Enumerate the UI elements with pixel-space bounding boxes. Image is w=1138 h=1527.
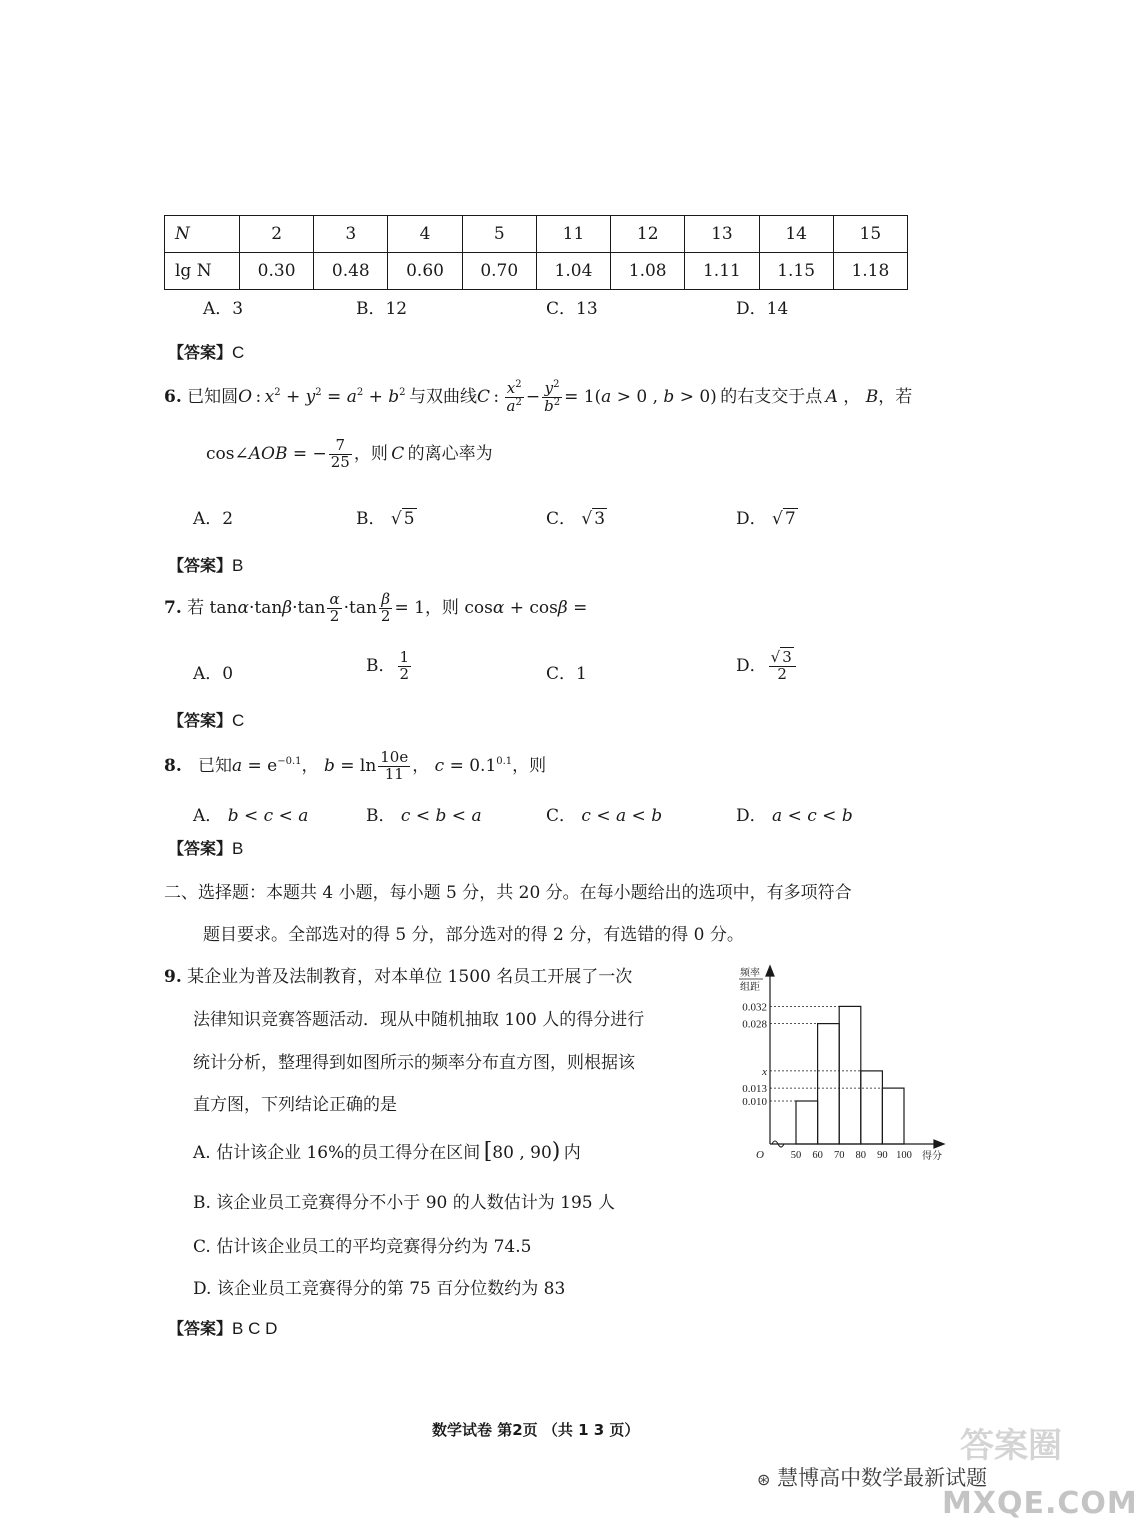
- x-tick-label: 50: [790, 1150, 802, 1161]
- q5-option-b: B．12: [356, 299, 408, 319]
- table-head-n: N: [165, 216, 240, 253]
- q5-option-c: C．13: [546, 299, 598, 319]
- answer-label: 【答案】: [168, 343, 233, 362]
- q9-option-c: C. 估计该企业员工的平均竞赛得分约为 74.5: [193, 1237, 532, 1257]
- q7-text: ，则: [424, 597, 459, 618]
- histogram-svg: [730, 962, 960, 1172]
- histogram-bar: [882, 1088, 904, 1144]
- question-number: 9.: [164, 967, 182, 987]
- table-cell: 1.11: [685, 253, 759, 290]
- table-cell: 14: [759, 216, 833, 253]
- q6-text: 已知圆: [187, 386, 239, 407]
- answer-value: C: [232, 343, 245, 362]
- question-number: 6.: [164, 386, 182, 407]
- y-tick-label: 0.028: [742, 1018, 767, 1031]
- q8-option-a: A． b < c < a: [193, 806, 309, 826]
- q6-text: 的右支交于点: [720, 386, 823, 407]
- q7-option-a: A．0: [193, 664, 234, 684]
- x-tick-label: 80: [855, 1150, 867, 1161]
- q9-stem-line2: 法律知识竞赛答题活动．现从中随机抽取 100 人的得分进行: [193, 1010, 645, 1030]
- q6-option-c: C． √ 3: [546, 509, 606, 529]
- q6-stem-line1: 6. 已知圆O : $x^2 + y^2 = a^2 + b^2$ 与双曲线C : $\frac{x^2}{a^2}$ − $\frac{y^2}{b^2}$ = 1(a > 0 , b > 0) 的右支交于点 A ， B，若: [164, 379, 913, 415]
- y-tick-label: x: [762, 1065, 767, 1078]
- table-cell: 11: [536, 216, 610, 253]
- table-cell: 5: [462, 216, 536, 253]
- table-cell: 4: [388, 216, 462, 253]
- question-number: 7.: [164, 597, 182, 618]
- answer-value: B: [232, 556, 244, 575]
- q8-option-d: D． a < c < b: [736, 806, 853, 826]
- answer-label: 【答案】: [168, 839, 233, 858]
- histogram-bar: [839, 1006, 861, 1144]
- q9-option-a: A. 估计该企业 16%的员工得分在区间 [80 , 90) 内: [193, 1139, 581, 1164]
- answer-value: B C D: [232, 1319, 278, 1338]
- question-number: 8.: [164, 755, 182, 776]
- table-cell: 15: [833, 216, 907, 253]
- q9-stem-line1: [164, 962, 632, 987]
- table-cell: 1.15: [759, 253, 833, 290]
- q9-text: 某企业为普及法制教育，对本单位 1500 名员工开展了一次: [187, 967, 633, 987]
- q9-option-b: B. 该企业员工竞赛得分不小于 90 的人数估计为 195 人: [193, 1193, 615, 1213]
- table-cell: 2: [240, 216, 314, 253]
- q6-text: ，若: [878, 386, 913, 407]
- table-cell: 0.70: [462, 253, 536, 290]
- origin-label: O: [756, 1149, 764, 1161]
- x-tick-label: 70: [833, 1150, 845, 1161]
- q6-answer: [168, 553, 243, 576]
- q9-stem-line4: 直方图，下列结论正确的是: [193, 1095, 397, 1115]
- watermark-name: ⊛ 慧博高中数学最新试题: [757, 1466, 988, 1490]
- y-tick-label: 0.013: [742, 1083, 767, 1096]
- y-axis-arrow: [766, 966, 774, 976]
- section2-line1: 二、选择题：本题共 4 小题，每小题 5 分，共 20 分。在每小题给出的选项中，有多项符合: [164, 883, 852, 903]
- x-tick-label: 60: [812, 1150, 823, 1161]
- q5-option-a: A．3: [203, 299, 244, 319]
- y-label-top: 频率: [740, 968, 760, 979]
- table-cell: 1.18: [833, 253, 907, 290]
- q6-option-d: D． √ 7: [736, 509, 796, 529]
- section2-line2: 题目要求。全部选对的得 5 分，部分选对的得 2 分，有选错的得 0 分。: [203, 925, 744, 945]
- q5-option-d: D．14: [736, 299, 789, 319]
- page-footer: 数学试卷 第2页 （共 1 3 页）: [432, 1421, 640, 1439]
- table-cell: 0.60: [388, 253, 462, 290]
- table-row: [165, 253, 908, 290]
- histogram-bar: [796, 1101, 818, 1144]
- q7-option-b: B． $\frac{1}{2}$: [366, 648, 410, 683]
- x-axis-arrow: [934, 1140, 944, 1148]
- q9-stem-line3: 统计分析，整理得到如图所示的频率分布直方图，则根据该: [193, 1053, 635, 1073]
- watermark-stamp: 答案圈: [960, 1426, 1062, 1466]
- q9-answer: [168, 1316, 277, 1339]
- table-cell: 12: [611, 216, 685, 253]
- q7-stem: 7. 若 tanα·tanβ·tan $\frac{\alpha}{2}$ ·tan $\frac{\beta}{2}$ = 1，则 cosα + cosβ =: [164, 590, 588, 625]
- table-cell: 3: [314, 216, 388, 253]
- answer-label: 【答案】: [168, 711, 233, 730]
- q8-text: 已知: [197, 755, 232, 776]
- wechat-icon: ⊛: [757, 1470, 771, 1489]
- q6-option-a: A．2: [193, 509, 234, 529]
- q6-text: ，则: [353, 443, 388, 464]
- q8-stem: 8. 已知$a = e^{-0.1}$， b = ln $\frac{10e}{11}$ ， $c = 0.1^{0.1}$，则: [164, 748, 547, 783]
- x-axis-label: 得分: [922, 1151, 942, 1162]
- q8-option-b: B． c < b < a: [366, 806, 482, 826]
- table-head-lgn: lg N: [165, 253, 240, 290]
- q5-answer: [168, 340, 244, 363]
- q7-option-c: C．1: [546, 664, 587, 684]
- q6-option-b: B． √ 5: [356, 509, 415, 529]
- table-row: [165, 216, 908, 253]
- table-cell: 0.48: [314, 253, 388, 290]
- q7-answer: [168, 708, 244, 731]
- y-label-bottom: 组距: [740, 982, 760, 993]
- q7-option-d: D． $\frac{√ 3}{2}$: [736, 650, 798, 683]
- x-tick-label: 100: [896, 1150, 912, 1161]
- q6-text: 与双曲线: [408, 386, 477, 407]
- answer-value: B: [232, 839, 244, 858]
- lg-table: [164, 215, 908, 290]
- q9-option-d: D. 该企业员工竞赛得分的第 75 百分位数约为 83: [193, 1279, 566, 1299]
- table-cell: 1.04: [536, 253, 610, 290]
- y-tick-label: 0.010: [742, 1096, 767, 1108]
- q6-stem-line2: cos∠AOB = − $\frac{7}{25}$ ，则 C 的离心率为: [206, 436, 493, 471]
- q8-answer: [168, 836, 243, 859]
- watermark-site: MXQE.COM: [942, 1486, 1138, 1521]
- histogram-bar: [861, 1071, 883, 1144]
- answer-label: 【答案】: [168, 1319, 233, 1338]
- histogram-bar: [818, 1024, 840, 1144]
- x-tick-label: 90: [877, 1150, 888, 1161]
- table-cell: 13: [685, 216, 759, 253]
- q7-text: 若: [187, 597, 205, 618]
- answer-label: 【答案】: [168, 556, 233, 575]
- q8-option-c: C． c < a < b: [546, 806, 663, 826]
- q8-text: ，则: [512, 755, 547, 776]
- frequency-histogram: [730, 962, 960, 1172]
- q6-text: 的离心率为: [407, 443, 493, 464]
- table-cell: 0.30: [240, 253, 314, 290]
- table-cell: 1.08: [611, 253, 685, 290]
- y-tick-label: 0.032: [742, 1001, 767, 1014]
- answer-value: C: [232, 711, 245, 730]
